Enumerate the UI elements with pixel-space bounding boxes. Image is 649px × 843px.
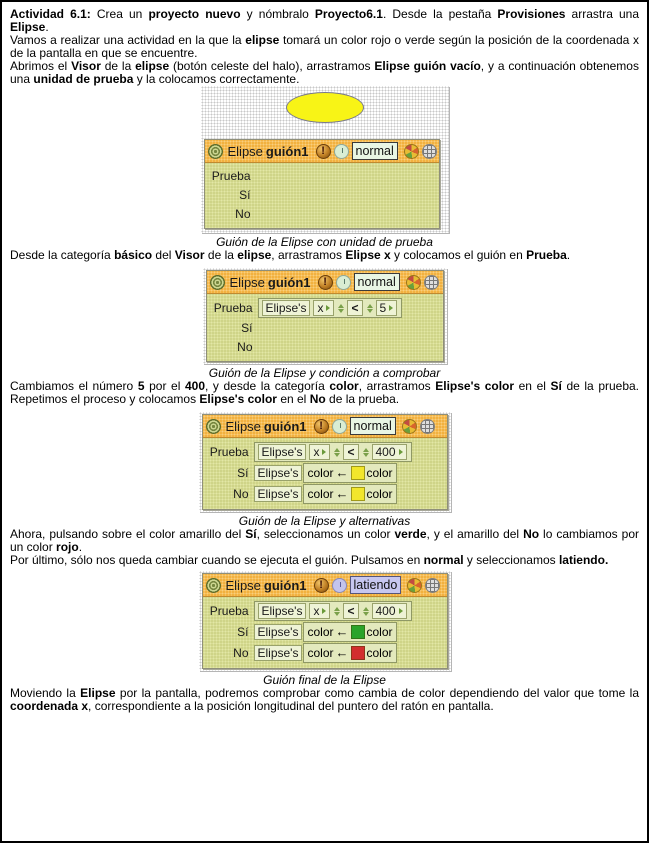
script-object-name: Elipse: [229, 274, 265, 290]
stepper-icon: [334, 607, 340, 616]
less-than-tile: <: [343, 603, 358, 619]
x-property-tile: x: [309, 444, 330, 460]
script-panel-4: [202, 573, 448, 669]
color-value-label: color: [366, 624, 393, 639]
figure-3: [10, 412, 639, 528]
script-name: guión1: [263, 418, 307, 434]
color-property-label: color: [307, 645, 334, 660]
script-object-name: Elipse: [225, 577, 261, 593]
activity-document: [2, 2, 647, 713]
color-assignment-tiles: [303, 622, 396, 642]
try-it-button-icon: [314, 419, 329, 434]
arrow-right-icon: [326, 305, 330, 311]
condition-tiles: [254, 601, 412, 621]
figure-1: [10, 86, 639, 249]
assignment-arrow-icon: ←: [335, 645, 349, 660]
paragraph-open-viewer: Abrimos el Visor de la elipse (botón celeste del halo), arrastramos Elipse guión vacío, y a continuación obtenemos una unidad de prueba y la colocamos correctamente.: [10, 59, 639, 86]
viewer-ball-icon: [407, 578, 422, 593]
no-label: No: [233, 645, 249, 660]
paragraph-drag-x: Desde la categoría básico del Visor de la elipse, arrastramos Elipse x y colocamos el guión en Prueba.: [10, 248, 571, 262]
try-it-button-icon: [316, 144, 331, 159]
figure-4: [10, 571, 639, 687]
color-property-label: color: [307, 465, 334, 480]
stepper-icon: [367, 304, 373, 313]
color-assignment-tiles: [303, 463, 396, 483]
script-body: [203, 438, 447, 509]
screenshot-ellipse-and-empty-script: [201, 86, 449, 233]
script-name: guión1: [263, 577, 307, 593]
color-swatch-yellow: [351, 487, 365, 501]
less-than-tile: <: [347, 300, 362, 316]
status-selector: latiendo: [350, 576, 402, 594]
clock-icon: [334, 144, 349, 159]
rosette-icon: [210, 275, 225, 290]
stepper-icon: [334, 448, 340, 457]
color-assignment-tiles: [303, 484, 396, 504]
status-selector: normal: [354, 273, 400, 291]
number-tile: 5: [376, 300, 398, 316]
figure-1-caption: Guión de la Elipse con unidad de prueba: [216, 235, 433, 249]
stepper-icon: [363, 448, 369, 457]
tile-grid-icon: [420, 419, 435, 434]
script-name: guión1: [267, 274, 311, 290]
try-it-button-icon: [318, 275, 333, 290]
possessive-tile: Elipse's: [254, 486, 303, 502]
paragraph-conclusion: Moviendo la Elipse por la pantalla, podremos comprobar como cambia de color dependiendo del valor que tome la coordenada x, correspondiente a la posición longitudinal del puntero del ratón en pantalla.: [10, 686, 639, 713]
color-property-label: color: [307, 486, 334, 501]
possessive-tile: Elipse's: [258, 444, 307, 460]
clock-icon: [336, 275, 351, 290]
figure-2-caption: Guión de la Elipse y condición a comprobar: [208, 366, 441, 380]
screenshot-script-condition: [203, 268, 447, 364]
x-property-tile: x: [309, 603, 330, 619]
script-body: [207, 294, 443, 361]
condition-tiles: [258, 298, 403, 318]
number-tile: 400: [372, 603, 407, 619]
try-it-button-icon: [314, 578, 329, 593]
clock-icon: [332, 419, 347, 434]
script-name: guión1: [265, 143, 309, 159]
stepper-icon: [363, 607, 369, 616]
yes-label: Sí: [241, 320, 253, 335]
viewer-ball-icon: [406, 275, 421, 290]
tile-grid-icon: [425, 578, 440, 593]
rosette-icon: [206, 578, 221, 593]
status-selector: normal: [352, 142, 398, 160]
paragraph-pick-colors: Ahora, pulsando sobre el color amarillo del Sí, seleccionamos un color verde, y el amarillo del No lo cambiamos por un color rojo.: [10, 527, 639, 554]
tile-grid-icon: [424, 275, 439, 290]
figure-4-caption: Guión final de la Elipse: [263, 673, 386, 687]
rosette-icon: [206, 419, 221, 434]
color-swatch-red: [351, 646, 365, 660]
tile-grid-icon: [422, 144, 437, 159]
possessive-tile: Elipse's: [262, 300, 311, 316]
assignment-arrow-icon: ←: [335, 486, 349, 501]
test-label: Prueba: [209, 444, 249, 459]
status-selector: normal: [350, 417, 396, 435]
script-titlebar: [203, 415, 447, 438]
color-value-label: color: [366, 465, 393, 480]
color-swatch-yellow: [351, 466, 365, 480]
color-property-label: color: [307, 624, 334, 639]
test-label: Prueba: [209, 603, 249, 618]
viewer-ball-icon: [402, 419, 417, 434]
script-titlebar: [207, 271, 443, 294]
figure-3-caption: Guión de la Elipse y alternativas: [238, 514, 411, 528]
assignment-arrow-icon: ←: [335, 624, 349, 639]
no-label: No: [237, 339, 253, 354]
less-than-tile: <: [343, 444, 358, 460]
clock-icon: [332, 578, 347, 593]
screenshot-script-alternatives: [199, 412, 451, 512]
script-object-name: Elipse: [225, 418, 261, 434]
color-swatch-green: [351, 625, 365, 639]
script-titlebar: [205, 140, 439, 163]
color-value-label: color: [366, 645, 393, 660]
arrow-right-icon: [322, 608, 326, 614]
script-panel-3: [202, 414, 448, 510]
color-value-label: color: [366, 486, 393, 501]
script-panel-1: [204, 139, 440, 229]
yes-label: Sí: [237, 465, 249, 480]
script-panel-2: [206, 270, 444, 362]
no-label: No: [235, 206, 251, 221]
script-titlebar: [203, 574, 447, 597]
screenshot-script-final: [199, 571, 451, 671]
number-tile: 400: [372, 444, 407, 460]
color-assignment-tiles: [303, 643, 396, 663]
arrow-right-icon: [399, 608, 403, 614]
no-label: No: [233, 486, 249, 501]
paragraph-goal: Vamos a realizar una actividad en la que la elipse tomará un color rojo o verde según la posición de la coordenada x de la pantalla en que se encuentre.: [10, 33, 640, 60]
assignment-arrow-icon: ←: [335, 465, 349, 480]
test-label: Prueba: [213, 300, 253, 315]
possessive-tile: Elipse's: [254, 465, 303, 481]
possessive-tile: Elipse's: [254, 645, 303, 661]
stepper-icon: [338, 304, 344, 313]
arrow-right-icon: [322, 449, 326, 455]
script-object-name: Elipse: [227, 143, 263, 159]
paragraph-change-number: Cambiamos el número 5 por el 400, y desde la categoría color, arrastramos Elipse's color en el Sí de la prueba. Repetimos el proceso y colocamos Elipse's color en el No de la prueba.: [10, 379, 640, 406]
figure-2: [10, 268, 639, 380]
test-label: Prueba: [211, 168, 251, 183]
script-body: [203, 597, 447, 668]
yes-label: Sí: [239, 187, 251, 202]
arrow-right-icon: [399, 449, 403, 455]
rosette-icon: [208, 144, 223, 159]
x-property-tile: x: [313, 300, 334, 316]
possessive-tile: Elipse's: [258, 603, 307, 619]
yellow-ellipse: [286, 92, 364, 123]
yes-label: Sí: [237, 624, 249, 639]
paragraph-intro: Actividad 6.1: Crea un proyecto nuevo y nómbralo Proyecto6.1. Desde la pestaña Provisiones arrastra una Elipse.: [10, 7, 640, 34]
condition-tiles: [254, 442, 412, 462]
arrow-right-icon: [389, 305, 393, 311]
paragraph-set-ticking: Por último, sólo nos queda cambiar cuando se ejecuta el guión. Pulsamos en normal y seleccionamos latiendo.: [10, 553, 609, 567]
script-body: [205, 163, 439, 228]
viewer-ball-icon: [404, 144, 419, 159]
possessive-tile: Elipse's: [254, 624, 303, 640]
